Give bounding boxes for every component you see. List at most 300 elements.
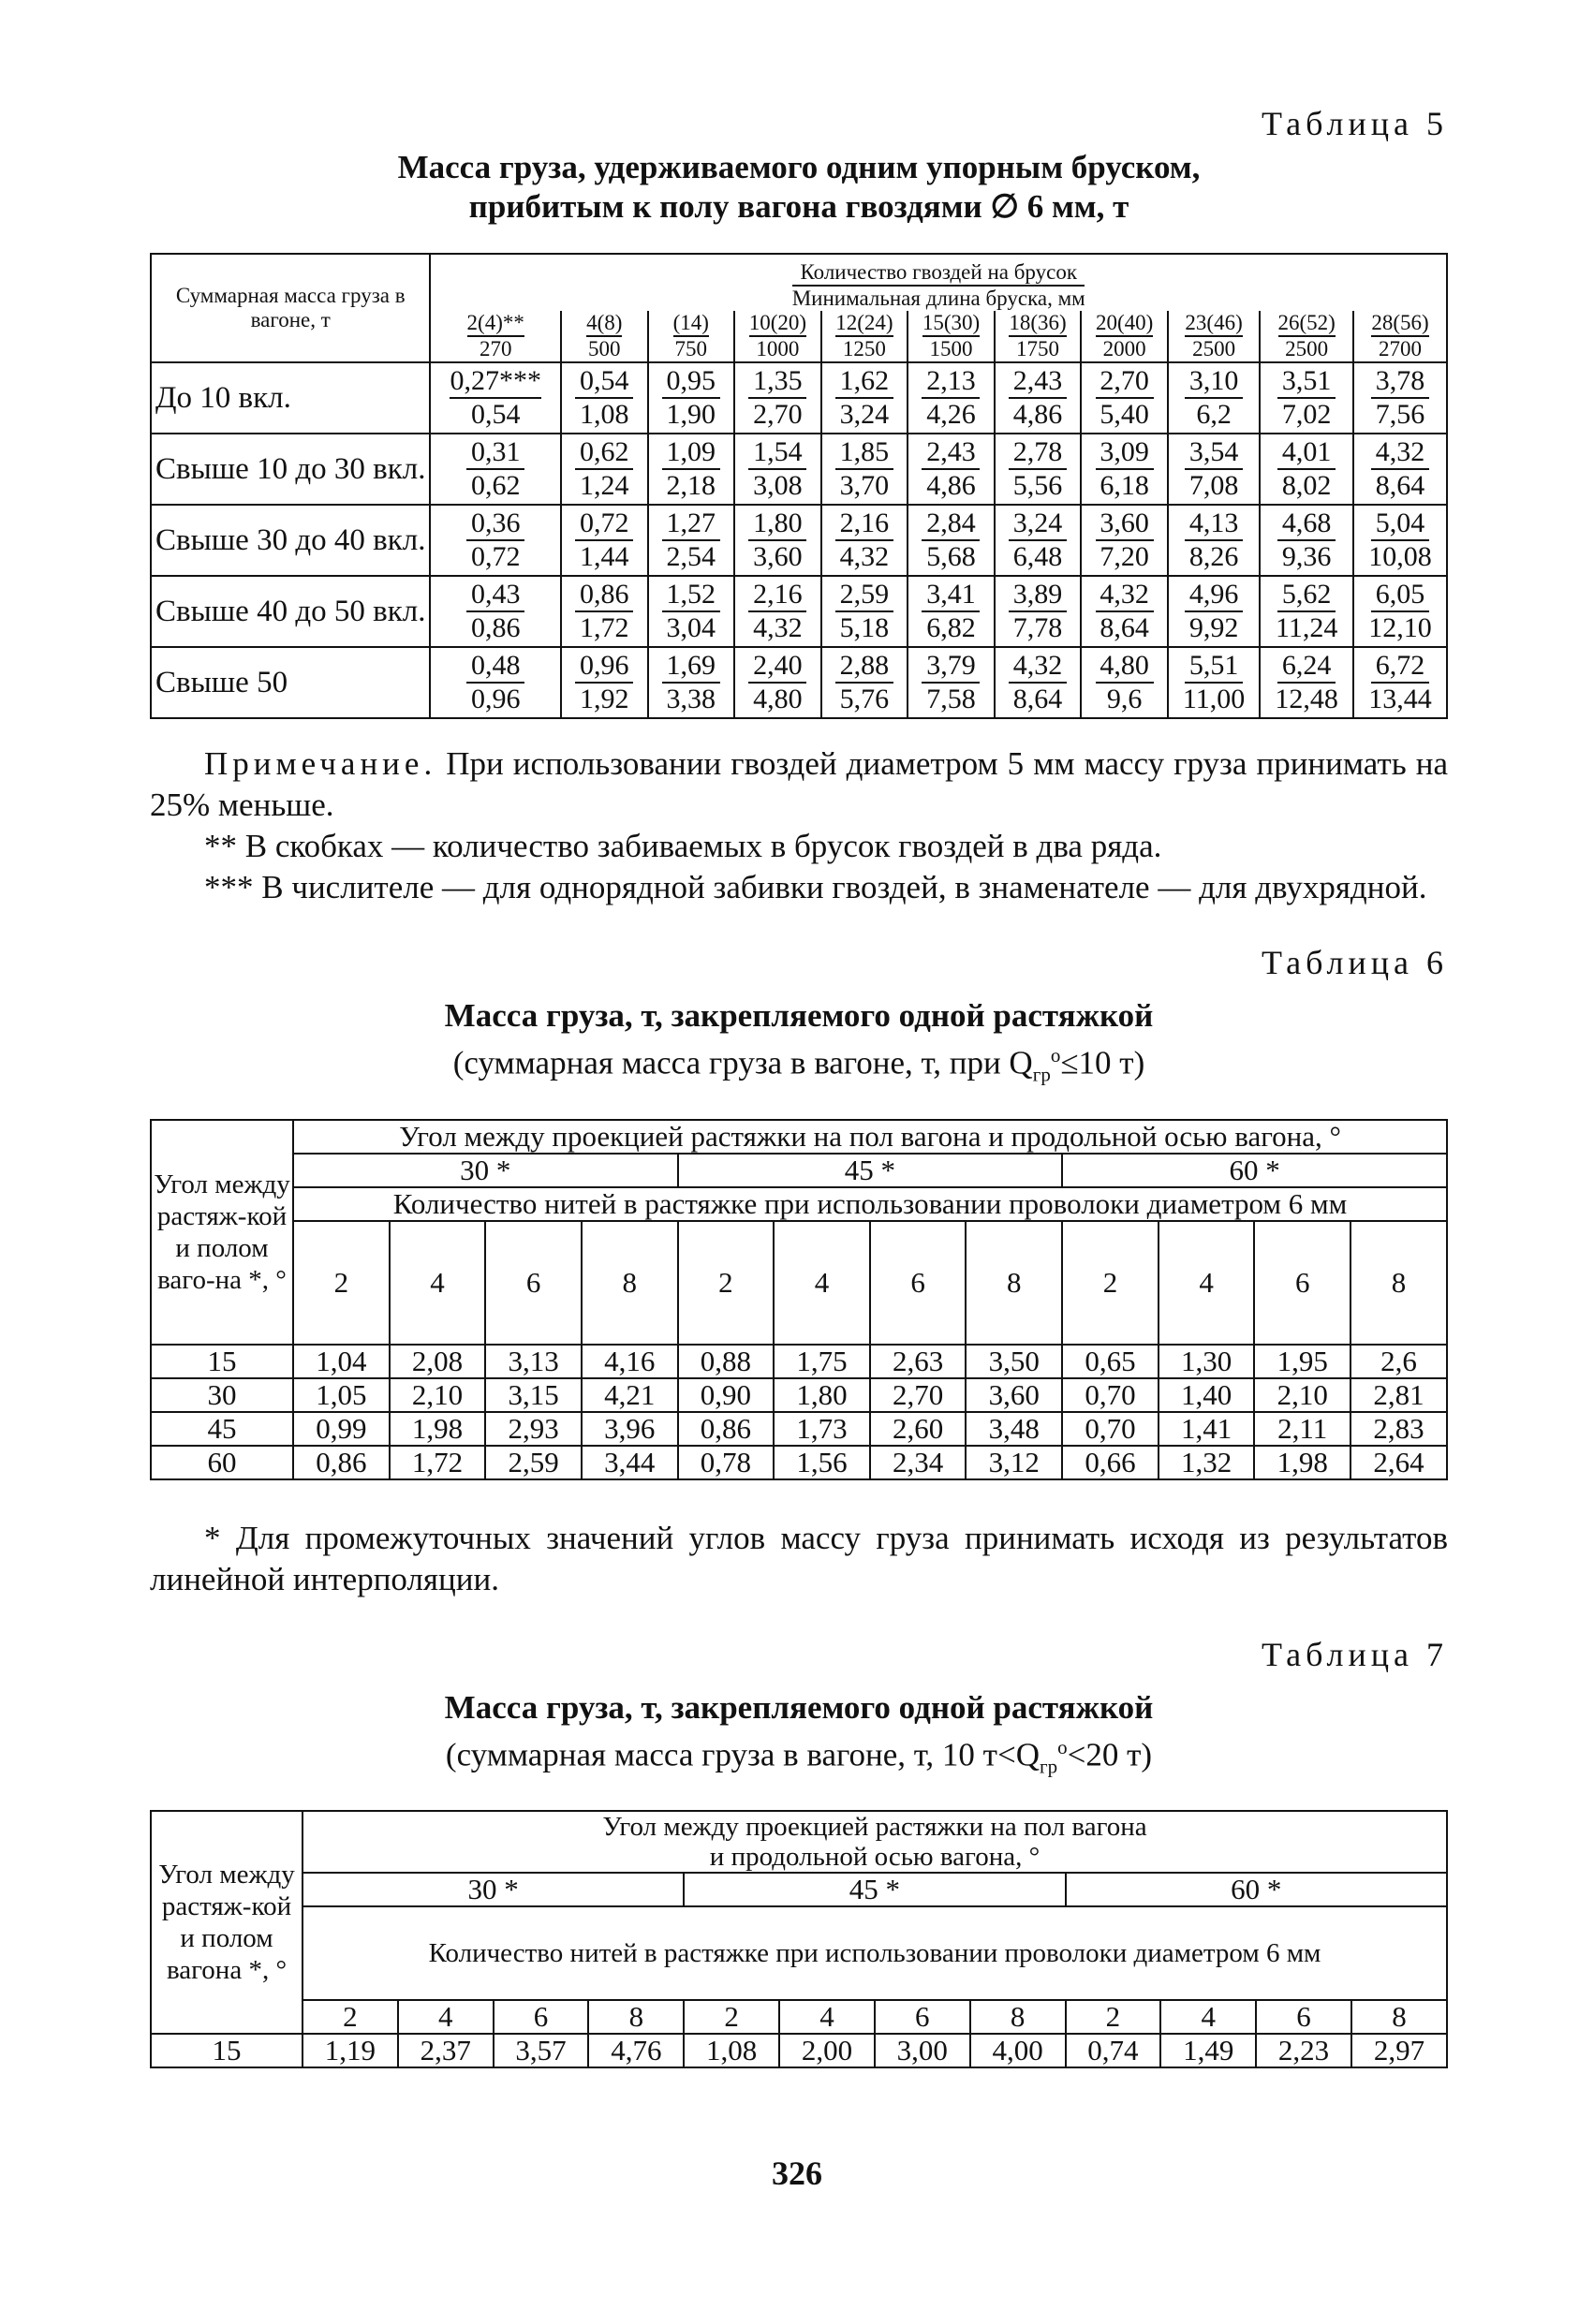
t6-cell: 0,66 (1062, 1446, 1159, 1479)
cell-numerator: 2,84 (922, 507, 980, 541)
document-page (150, 103, 1448, 2068)
cell-denominator: 1,08 (579, 399, 629, 430)
cell-denominator: 0,62 (470, 470, 521, 501)
t6-thread-count: 4 (1159, 1221, 1255, 1345)
table5-cell (430, 434, 561, 505)
cell-numerator: 0,27*** (450, 365, 541, 399)
cell-numerator: 3,54 (1185, 436, 1243, 470)
cell-denominator: 7,58 (926, 684, 976, 714)
cell-denominator: 7,78 (1012, 612, 1063, 643)
cell-denominator: 6,18 (1100, 470, 1149, 501)
table5-cell (821, 576, 908, 647)
table5-nail-count: 18(36) (1009, 311, 1066, 337)
cell-numerator: 2,59 (835, 579, 893, 612)
table6-footnote-block (150, 1518, 1448, 1600)
table5-column-header (1168, 311, 1260, 362)
table5-cell (995, 434, 1082, 505)
cell-numerator: 1,27 (662, 507, 720, 541)
note-1: Примечание. При использовании гвоздей диаметром 5 мм массу груза принимать на 25% меньше. (150, 745, 1448, 823)
t6-thread-count: 2 (678, 1221, 775, 1345)
t7-thread-count: 8 (970, 2000, 1066, 2034)
cell-numerator: 4,01 (1277, 436, 1336, 470)
table5-cell (1081, 647, 1168, 718)
cell-denominator: 3,70 (839, 470, 890, 501)
table5-min-length: 2500 (1192, 337, 1236, 360)
table5-cell (561, 505, 648, 576)
table6-subtitle: (суммарная масса груза в вагоне, т, при $Q_{гр}^о\le 10$ т) (452, 1044, 1145, 1086)
t6-cell: 0,70 (1062, 1378, 1159, 1412)
table5-header-line1: Количество гвоздей на брусок (792, 260, 1085, 287)
table5-cell (648, 505, 735, 576)
cell-denominator: 0,72 (470, 541, 521, 572)
t6-cell: 3,13 (485, 1345, 582, 1378)
t7-thread-count: 4 (398, 2000, 494, 2034)
table5-cell (1353, 505, 1447, 576)
table7-left-header: Угол между растяж-кой и полом вагона *, ° (151, 1811, 303, 2034)
table6-footnote: * Для промежуточных значений углов массу груза принимать исходя из результатов линейной интерполяции. (150, 1519, 1448, 1597)
t6-cell: 2,81 (1350, 1378, 1447, 1412)
notes-block (150, 743, 1448, 908)
cell-denominator: 0,86 (470, 612, 521, 643)
table5-cell (561, 647, 648, 718)
cell-denominator: 6,2 (1196, 399, 1232, 430)
page-number: 326 (772, 2155, 822, 2192)
t6-angle: 15 (151, 1345, 293, 1378)
table5-cell (1168, 505, 1260, 576)
cell-numerator: 3,09 (1096, 436, 1154, 470)
t6-cell: 0,88 (678, 1345, 775, 1378)
t6-thread-count: 2 (293, 1221, 390, 1345)
table5-cell (648, 647, 735, 718)
table6-body (151, 1345, 1447, 1479)
cell-denominator: 9,6 (1106, 684, 1143, 714)
cell-numerator: 0,43 (466, 579, 524, 612)
t7-group-header: 30 * (303, 1873, 684, 1906)
table5-cell (1353, 362, 1447, 434)
cell-numerator: 2,78 (1009, 436, 1067, 470)
table5-cell (430, 362, 561, 434)
table5-cell (648, 362, 735, 434)
t6-cell: 3,15 (485, 1378, 582, 1412)
table7-title: Масса груза, т, закрепляемого одной растяжкой (444, 1688, 1154, 1726)
table-row (151, 2034, 1447, 2067)
cell-numerator: 2,16 (748, 579, 806, 612)
table6-title: Масса груза, т, закрепляемого одной растяжкой (444, 997, 1154, 1034)
table5-row-label: Свыше 30 до 40 вкл. (151, 505, 430, 576)
table6-left-header: Угол между растяж-кой и полом ваго-на *, ° (151, 1120, 293, 1345)
t6-cell: 1,05 (293, 1378, 390, 1412)
t6-thread-count: 4 (390, 1221, 486, 1345)
table7-body (151, 2034, 1447, 2067)
cell-denominator: 3,04 (666, 612, 716, 643)
t6-cell: 3,50 (966, 1345, 1062, 1378)
table5-cell (908, 434, 995, 505)
table5-column-header (1260, 311, 1353, 362)
table5-column-header (995, 311, 1082, 362)
cell-numerator: 2,43 (922, 436, 980, 470)
cell-denominator: 7,20 (1100, 541, 1149, 572)
t6-cell: 1,98 (1254, 1446, 1350, 1479)
t7-group-header: 45 * (684, 1873, 1065, 1906)
t6-cell: 1,95 (1254, 1345, 1350, 1378)
table-row (151, 1412, 1447, 1446)
cell-numerator: 3,89 (1009, 579, 1067, 612)
table5-cell (734, 362, 821, 434)
t6-cell: 1,04 (293, 1345, 390, 1378)
table7-subtitle: (суммарная масса груза в вагоне, т, 10 $т<Q_{гр}^о<20$ т) (445, 1735, 1153, 1778)
table5-column-header (561, 311, 648, 362)
table6-threads-row (151, 1221, 1447, 1345)
table5-column-header (648, 311, 735, 362)
cell-numerator: 1,35 (748, 365, 806, 399)
table5-cell (995, 647, 1082, 718)
t6-cell: 1,40 (1159, 1378, 1255, 1412)
table-row (151, 505, 1447, 576)
cell-denominator: 4,80 (753, 684, 803, 714)
t6-cell: 4,16 (582, 1345, 678, 1378)
cell-denominator: 12,48 (1275, 684, 1338, 714)
t7-thread-count: 2 (303, 2000, 398, 2034)
t6-cell: 0,99 (293, 1412, 390, 1446)
t6-cell: 0,78 (678, 1446, 775, 1479)
table5-title-line1: Масса груза, удерживаемого одним упорным бруском, (397, 149, 1201, 185)
table5-cell (908, 647, 995, 718)
cell-numerator: 4,32 (1371, 436, 1429, 470)
cell-denominator: 3,08 (753, 470, 803, 501)
table5-min-length: 1000 (756, 337, 800, 360)
table5-min-length: 270 (479, 337, 512, 360)
cell-denominator: 0,54 (470, 399, 521, 430)
table5-nail-count: 28(56) (1371, 311, 1428, 337)
t6-cell: 2,60 (870, 1412, 967, 1446)
t6-cell: 1,30 (1159, 1345, 1255, 1378)
t6-cell: 1,32 (1159, 1446, 1255, 1479)
t6-cell: 2,63 (870, 1345, 967, 1378)
cell-denominator: 8,64 (1012, 684, 1063, 714)
cell-numerator: 2,16 (835, 507, 893, 541)
cell-denominator: 8,64 (1100, 612, 1149, 643)
table5-min-length: 2500 (1285, 337, 1329, 360)
cell-numerator: 0,72 (575, 507, 633, 541)
table5-cell (821, 362, 908, 434)
table5-cell (734, 576, 821, 647)
cell-numerator: 4,96 (1185, 579, 1243, 612)
cell-numerator: 5,04 (1371, 507, 1429, 541)
cell-denominator: 5,56 (1012, 470, 1063, 501)
table5-cell (1168, 362, 1260, 434)
table5-cell (1168, 647, 1260, 718)
note-label: Примечание. (204, 745, 437, 782)
t7-cell: 2,00 (779, 2034, 875, 2067)
cell-denominator: 9,36 (1281, 541, 1332, 572)
table5-nail-count: 12(24) (835, 311, 893, 337)
cell-denominator: 7,56 (1375, 399, 1425, 430)
t6-cell: 3,48 (966, 1412, 1062, 1446)
cell-numerator: 0,62 (575, 436, 633, 470)
table5-cell (648, 576, 735, 647)
t7-thread-count: 2 (684, 2000, 779, 2034)
cell-numerator: 1,09 (662, 436, 720, 470)
table-row (151, 1378, 1447, 1412)
t6-group-header: 30 * (293, 1154, 678, 1187)
cell-numerator: 2,40 (748, 650, 806, 684)
cell-numerator: 6,72 (1371, 650, 1429, 684)
table5-column-header (821, 311, 908, 362)
table5-cell (908, 576, 995, 647)
table5-row-label: Свыше 50 (151, 647, 430, 718)
cell-denominator: 1,24 (579, 470, 629, 501)
table-row (151, 1345, 1447, 1378)
t6-cell: 1,75 (774, 1345, 870, 1378)
t7-thread-count: 8 (1351, 2000, 1447, 2034)
t7-cell: 1,49 (1160, 2034, 1256, 2067)
table5-nail-count: 23(46) (1185, 311, 1242, 337)
t7-cell: 3,57 (494, 2034, 589, 2067)
t6-cell: 3,60 (966, 1378, 1062, 1412)
cell-numerator: 5,51 (1185, 650, 1243, 684)
cell-denominator: 11,00 (1182, 684, 1246, 714)
cell-denominator: 2,70 (753, 399, 803, 430)
cell-numerator: 4,13 (1185, 507, 1243, 541)
table5-min-length: 500 (587, 337, 621, 360)
cell-denominator: 1,90 (666, 399, 716, 430)
cell-numerator: 3,51 (1277, 365, 1336, 399)
table5-cell (1260, 434, 1353, 505)
table5-cell (430, 505, 561, 576)
table5-cell (648, 434, 735, 505)
cell-numerator: 1,69 (662, 650, 720, 684)
t6-cell: 2,64 (1350, 1446, 1447, 1479)
cell-numerator: 1,62 (835, 365, 893, 399)
table5-cell (1168, 434, 1260, 505)
table5-row-label: Свыше 10 до 30 вкл. (151, 434, 430, 505)
cell-denominator: 2,54 (666, 541, 716, 572)
table5-min-length: 750 (674, 337, 708, 360)
t6-cell: 2,93 (485, 1412, 582, 1446)
cell-denominator: 6,82 (926, 612, 976, 643)
table5-cell (561, 362, 648, 434)
table5-min-length: 1750 (1016, 337, 1060, 360)
table5-cell (1260, 505, 1353, 576)
table6-group-row (151, 1154, 1447, 1187)
t7-cell: 2,23 (1256, 2034, 1351, 2067)
t7-angle: 15 (151, 2034, 303, 2067)
cell-denominator: 7,02 (1281, 399, 1332, 430)
table5-cell (821, 647, 908, 718)
table5-cell (1081, 576, 1168, 647)
table5-min-length: 2000 (1102, 337, 1146, 360)
t7-cell: 0,74 (1066, 2034, 1161, 2067)
cell-denominator: 8,02 (1281, 470, 1332, 501)
cell-numerator: 0,48 (466, 650, 524, 684)
cell-denominator: 4,32 (753, 612, 803, 643)
t6-cell: 2,08 (390, 1345, 486, 1378)
table5 (150, 253, 1448, 719)
t6-thread-count: 6 (1254, 1221, 1350, 1345)
cell-numerator: 0,31 (466, 436, 524, 470)
table5-cell (1081, 434, 1168, 505)
table5-cell (1081, 505, 1168, 576)
t6-cell: 2,34 (870, 1446, 967, 1479)
table5-cell (821, 434, 908, 505)
table5-column-header (734, 311, 821, 362)
t7-cell: 2,37 (398, 2034, 494, 2067)
cell-numerator: 4,32 (1096, 579, 1154, 612)
cell-denominator: 1,92 (579, 684, 629, 714)
t6-cell: 4,21 (582, 1378, 678, 1412)
t6-thread-count: 8 (582, 1221, 678, 1345)
t6-cell: 2,70 (870, 1378, 967, 1412)
table5-nail-count: 15(30) (922, 311, 980, 337)
t7-cell: 1,08 (684, 2034, 779, 2067)
cell-numerator: 4,80 (1096, 650, 1154, 684)
cell-numerator: 2,43 (1009, 365, 1067, 399)
table6-caption: Таблица 6 (1262, 944, 1448, 981)
table5-nail-count: 4(8) (586, 311, 622, 337)
table5-column-header (1081, 311, 1168, 362)
cell-denominator: 8,26 (1188, 541, 1239, 572)
table7-top-header: Угол между проекцией растяжки на пол вагона и продольной осью вагона, ° (303, 1811, 1447, 1873)
table5-cell (734, 505, 821, 576)
cell-numerator: 0,96 (575, 650, 633, 684)
t6-cell: 2,83 (1350, 1412, 1447, 1446)
cell-denominator: 5,40 (1100, 399, 1149, 430)
note-2: ** В скобках — количество забиваемых в брусок гвоздей в два ряда. (204, 828, 1162, 864)
t6-angle: 45 (151, 1412, 293, 1446)
cell-denominator: 3,38 (666, 684, 716, 714)
table5-cell (734, 647, 821, 718)
table5-column-header (1353, 311, 1447, 362)
table5-min-length: 2700 (1379, 337, 1423, 360)
table5-cell (430, 576, 561, 647)
table5-cell (1260, 576, 1353, 647)
table7-group-row (151, 1873, 1447, 1906)
t7-thread-count: 2 (1066, 2000, 1161, 2034)
table-row (151, 1446, 1447, 1479)
table5-cell (1353, 576, 1447, 647)
cell-denominator: 4,32 (839, 541, 890, 572)
table5-cell (561, 434, 648, 505)
cell-numerator: 4,68 (1277, 507, 1336, 541)
cell-numerator: 3,60 (1096, 507, 1154, 541)
table5-nail-count: 2(4)** (467, 311, 524, 337)
cell-denominator: 0,96 (470, 684, 521, 714)
t6-group-header: 45 * (678, 1154, 1063, 1187)
table6-threads-header: Количество нитей в растяжке при использовании проволоки диаметром 6 мм (293, 1187, 1447, 1221)
cell-denominator: 1,44 (579, 541, 629, 572)
table7-threads-row (151, 2000, 1447, 2034)
table5-cell (995, 362, 1082, 434)
table5-group-header (430, 254, 1447, 311)
t6-cell: 1,98 (390, 1412, 486, 1446)
table-row (151, 647, 1447, 718)
table5-cell (1353, 647, 1447, 718)
t7-cell: 4,00 (970, 2034, 1066, 2067)
cell-denominator: 6,48 (1012, 541, 1063, 572)
cell-numerator: 2,70 (1096, 365, 1154, 399)
t6-angle: 60 (151, 1446, 293, 1479)
cell-denominator: 3,24 (839, 399, 890, 430)
cell-numerator: 1,52 (662, 579, 720, 612)
table5-cell (908, 505, 995, 576)
t6-cell: 0,65 (1062, 1345, 1159, 1378)
table7 (150, 1810, 1448, 2068)
t6-cell: 0,86 (293, 1446, 390, 1479)
cell-numerator: 6,05 (1371, 579, 1429, 612)
t6-cell: 0,90 (678, 1378, 775, 1412)
t6-cell: 1,56 (774, 1446, 870, 1479)
cell-denominator: 11,24 (1275, 612, 1338, 643)
table7-threads-header: Количество нитей в растяжке при использовании проволоки диаметром 6 мм (303, 1906, 1447, 2000)
table5-nail-count: 26(52) (1278, 311, 1336, 337)
cell-denominator: 2,18 (666, 470, 716, 501)
t7-cell: 4,76 (588, 2034, 684, 2067)
cell-numerator: 2,88 (835, 650, 893, 684)
table5-cell (1353, 434, 1447, 505)
cell-denominator: 5,18 (839, 612, 890, 643)
cell-denominator: 4,86 (1012, 399, 1063, 430)
table5-cell (1168, 576, 1260, 647)
t6-cell: 3,44 (582, 1446, 678, 1479)
cell-numerator: 1,54 (748, 436, 806, 470)
t6-thread-count: 8 (1350, 1221, 1447, 1345)
cell-numerator: 3,24 (1009, 507, 1067, 541)
cell-denominator: 8,64 (1375, 470, 1425, 501)
table-row (151, 362, 1447, 434)
t7-thread-count: 6 (875, 2000, 970, 2034)
cell-denominator: 5,76 (839, 684, 890, 714)
table5-cell (561, 576, 648, 647)
t6-cell: 1,41 (1159, 1412, 1255, 1446)
t6-cell: 2,6 (1350, 1345, 1447, 1378)
t7-thread-count: 4 (779, 2000, 875, 2034)
table5-cell (995, 505, 1082, 576)
t7-group-header: 60 * (1066, 1873, 1448, 1906)
cell-numerator: 3,78 (1371, 365, 1429, 399)
table5-row-label: Свыше 40 до 50 вкл. (151, 576, 430, 647)
table5-cell (1260, 362, 1353, 434)
cell-numerator: 1,80 (748, 507, 806, 541)
table5-column-header (908, 311, 995, 362)
table5-body (151, 362, 1447, 718)
table5-cell (1081, 362, 1168, 434)
t7-cell: 3,00 (875, 2034, 970, 2067)
cell-denominator: 1,72 (579, 612, 629, 643)
table5-cell (734, 434, 821, 505)
table5-column-header (430, 311, 561, 362)
table-row (151, 434, 1447, 505)
t7-thread-count: 6 (1256, 2000, 1351, 2034)
t6-angle: 30 (151, 1378, 293, 1412)
t6-cell: 1,80 (774, 1378, 870, 1412)
cell-numerator: 3,10 (1185, 365, 1243, 399)
table5-header-line2: Минимальная длина бруска, мм (791, 287, 1085, 310)
cell-numerator: 3,41 (922, 579, 980, 612)
cell-numerator: 2,13 (922, 365, 980, 399)
t6-group-header: 60 * (1062, 1154, 1447, 1187)
t7-thread-count: 4 (1160, 2000, 1256, 2034)
cell-numerator: 5,62 (1277, 579, 1336, 612)
t6-cell: 2,10 (1254, 1378, 1350, 1412)
table6 (150, 1119, 1448, 1480)
cell-numerator: 3,79 (922, 650, 980, 684)
t6-thread-count: 6 (485, 1221, 582, 1345)
t6-cell: 1,72 (390, 1446, 486, 1479)
cell-numerator: 6,24 (1277, 650, 1336, 684)
table5-corner-header: Суммарная масса груза в вагоне, т (151, 254, 430, 362)
table5-cell (995, 576, 1082, 647)
cell-denominator: 13,44 (1368, 684, 1432, 714)
